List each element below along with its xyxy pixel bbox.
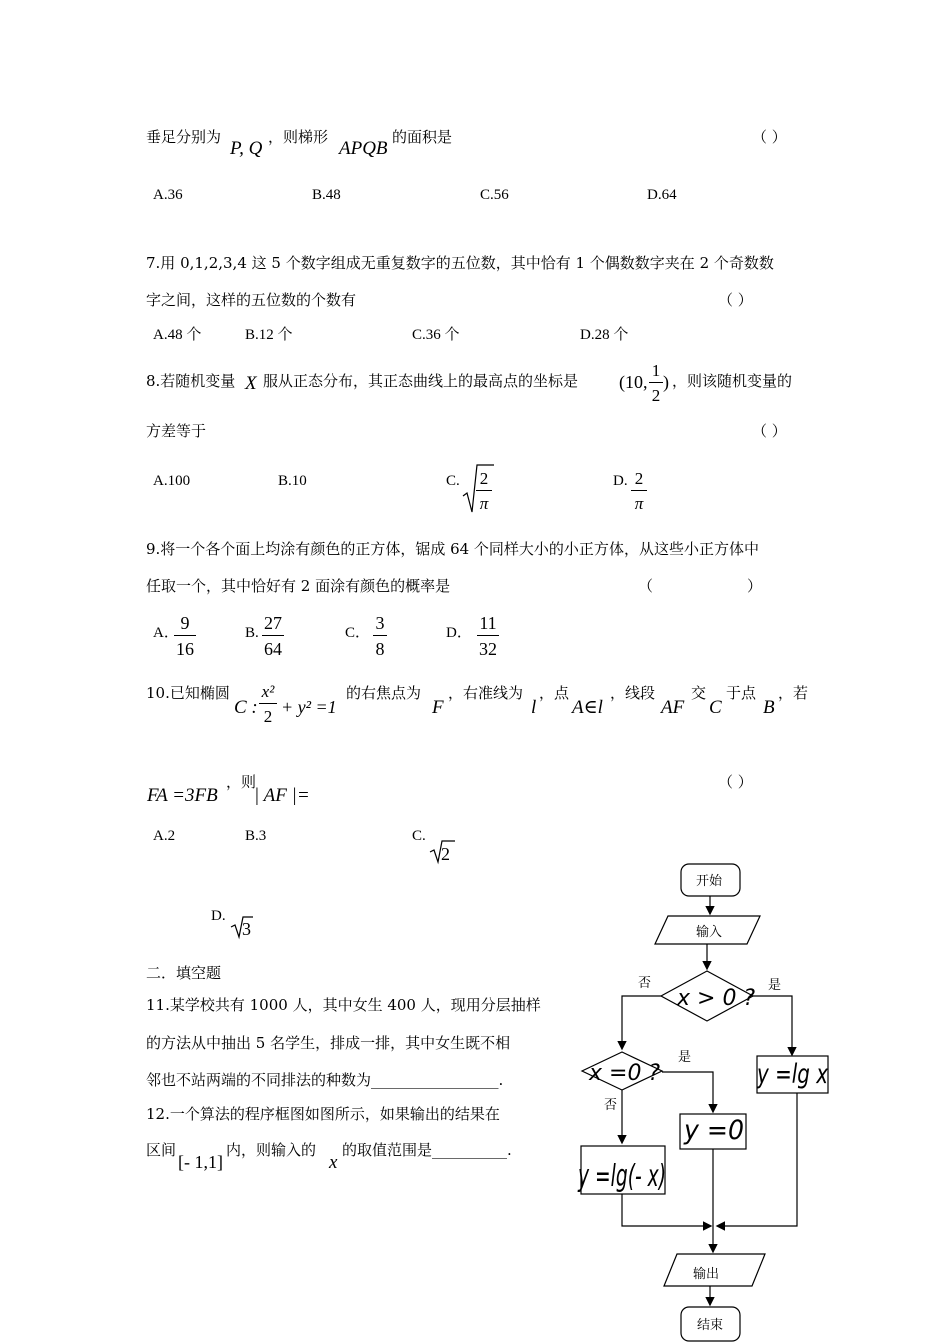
q8-line-2: 方差等于 bbox=[146, 422, 207, 440]
q10-option-d-value: 3 bbox=[242, 919, 251, 939]
q8-option-c-den: π bbox=[479, 494, 489, 513]
q12-text-3: 的取值范围是__________. bbox=[342, 1141, 512, 1159]
q6-option-c: C.56 bbox=[480, 187, 509, 203]
q8-coord-left: (10, bbox=[619, 372, 648, 392]
q10-text-3: ，右准线为 bbox=[448, 684, 524, 702]
q10-ellipse-num: x² bbox=[261, 682, 275, 701]
q9-option-d-den: 32 bbox=[479, 639, 497, 659]
q10-directrix-l: l bbox=[531, 697, 537, 718]
q12-text-2: 内，则输入的 bbox=[226, 1141, 317, 1159]
q10-focus-f: F bbox=[432, 697, 444, 718]
q9-paren-right: ） bbox=[747, 577, 763, 595]
flow-lgneg-label: y =lg(- x) bbox=[577, 1159, 666, 1194]
q10-text-2: 的右焦点为 bbox=[346, 684, 422, 702]
q10-text-7: 于点 bbox=[726, 684, 757, 702]
q10-text-4: ，点 bbox=[539, 684, 570, 702]
q10-option-d-label: D. bbox=[211, 908, 226, 924]
q8-text-3: ，则该随机变量的 bbox=[672, 372, 793, 390]
flow-arrow-no1 bbox=[622, 996, 661, 1048]
q8-option-d-label: D. bbox=[613, 473, 628, 489]
flow-end-label: 结束 bbox=[697, 1318, 724, 1333]
q11-line-1: 11.某学校共有 1000 人，其中女生 400 人，现用分层抽样 bbox=[146, 996, 541, 1014]
q10-point-b: B bbox=[763, 697, 775, 718]
q9-option-d-label: D． bbox=[446, 625, 472, 641]
q8-variable-x: X bbox=[245, 373, 257, 394]
section-2-heading: 二．填空题 bbox=[146, 964, 222, 982]
q9-option-d-num: 11 bbox=[479, 613, 497, 633]
q6-option-d: D.64 bbox=[647, 187, 677, 203]
q10-option-a: A.2 bbox=[153, 828, 176, 844]
q6-points-pq: P, Q bbox=[230, 138, 263, 159]
flow-yes-2: 是 bbox=[678, 1050, 692, 1065]
q10-ellipse-den: 2 bbox=[263, 707, 273, 726]
q9-option-c-num: 3 bbox=[375, 613, 385, 633]
q9-option-b-num: 27 bbox=[264, 613, 282, 633]
flow-merge-right bbox=[718, 1093, 797, 1226]
flow-zero-label: y =0 bbox=[683, 1115, 744, 1146]
q10-abs-af: | AF |= bbox=[254, 785, 310, 806]
q9-option-c-label: C． bbox=[345, 625, 371, 641]
flow-input-label: 输入 bbox=[696, 925, 723, 940]
flow-cond2-label: x =0 ? bbox=[589, 1061, 661, 1086]
q9-option-b-den: 64 bbox=[264, 639, 282, 659]
q9-option-a-den: 16 bbox=[176, 639, 194, 659]
q10-option-b: B.3 bbox=[245, 828, 267, 844]
q9-line-1: 9.将一个各个面上均涂有颜色的正方体，锯成 64 个同样大小的小正方体，从这些小正方体中 bbox=[146, 540, 759, 558]
q12-variable-x: x bbox=[329, 1152, 338, 1173]
q12-line-1: 12.一个算法的程序框图如图所示，如果输出的结果在 bbox=[146, 1105, 500, 1123]
q6-option-a: A.36 bbox=[153, 187, 183, 203]
q9-paren-left: （ bbox=[638, 577, 654, 595]
q7-option-b: B.12 个 bbox=[245, 327, 293, 343]
q8-option-d-den: π bbox=[634, 494, 644, 513]
q8-option-d-num: 2 bbox=[634, 469, 644, 488]
q10-point-a: A∈l bbox=[572, 697, 603, 718]
q8-answer-paren: （ ） bbox=[752, 422, 787, 440]
q8-coord-num: 1 bbox=[651, 361, 661, 380]
q7-option-a: A.48 个 bbox=[153, 327, 202, 343]
flow-yes-1: 是 bbox=[768, 978, 782, 993]
q8-coord-right: ) bbox=[663, 372, 669, 392]
q7-answer-paren: （ ） bbox=[718, 291, 753, 309]
q7-option-c: C.36 个 bbox=[412, 327, 460, 343]
q10-text-1: 10.已知椭圆 bbox=[146, 684, 230, 702]
flow-arrow-yes2 bbox=[662, 1072, 713, 1111]
q10-ellipse-rest: + y² =1 bbox=[281, 697, 337, 717]
q6-answer-paren: （ ） bbox=[752, 128, 787, 146]
q10-vector-eq: FA =3FB bbox=[147, 785, 218, 806]
q8-option-c-label: C. bbox=[446, 473, 460, 489]
flow-arrow-yes1 bbox=[753, 996, 792, 1054]
q7-option-d: D.28 个 bbox=[580, 327, 629, 343]
q10-text-8: ，若 bbox=[778, 684, 809, 702]
q10-text-9: ，则 bbox=[226, 773, 257, 791]
q10-segment-af: AF bbox=[661, 697, 685, 718]
q10-curve-c: C bbox=[709, 697, 722, 718]
q8-option-a: A.100 bbox=[153, 473, 191, 489]
q8-coord-den: 2 bbox=[651, 386, 661, 405]
q7-line-1: 7.用 0,1,2,3,4 这 5 个数字组成无重复数字的五位数，其中恰有 1 个偶数数字夹在 2 个奇数数 bbox=[146, 254, 774, 272]
q10-text-5: ，线段 bbox=[610, 684, 656, 702]
q6-text-3: 的面积是 bbox=[392, 128, 453, 146]
q12-text-1: 区间 bbox=[146, 1141, 177, 1159]
q9-option-a-num: 9 bbox=[180, 613, 190, 633]
q10-text-6: 交 bbox=[691, 684, 707, 702]
q10-ellipse-c: C : bbox=[234, 697, 258, 718]
flow-output-label: 输出 bbox=[693, 1267, 720, 1282]
q8-option-b: B.10 bbox=[278, 473, 307, 489]
q9-option-c-den: 8 bbox=[375, 639, 385, 659]
q9-line-2: 任取一个，其中恰好有 2 面涂有颜色的概率是 bbox=[146, 577, 451, 595]
q8-text-1: 8.若随机变量 bbox=[146, 372, 236, 390]
q6-text-2: ，则梯形 bbox=[268, 128, 329, 146]
flow-no-2: 否 bbox=[604, 1098, 618, 1113]
q12-interval: [- 1,1] bbox=[178, 1152, 223, 1172]
q8-text-2: 服从正态分布，其正态曲线上的最高点的坐标是 bbox=[263, 372, 579, 390]
q6-trapezoid: APQB bbox=[339, 138, 388, 159]
flow-start-label: 开始 bbox=[696, 874, 723, 889]
q11-line-3: 邻也不站两端的不同排法的种数为_________________. bbox=[146, 1071, 504, 1089]
flow-merge-left bbox=[622, 1194, 710, 1226]
q11-line-2: 的方法从中抽出 5 名学生，排成一排，其中女生既不相 bbox=[146, 1034, 511, 1052]
q9-option-a-label: A． bbox=[153, 625, 179, 641]
flow-lgx-label: y =lg x bbox=[756, 1059, 829, 1090]
flow-cond1-label: x > 0 ? bbox=[677, 986, 756, 1011]
q10-option-c-value: 2 bbox=[441, 844, 450, 864]
q10-answer-paren: （ ） bbox=[718, 773, 753, 791]
q7-line-2: 字之间，这样的五位数的个数有 bbox=[146, 291, 357, 309]
flow-no-1: 否 bbox=[638, 976, 652, 991]
q6-option-b: B.48 bbox=[312, 187, 341, 203]
q10-option-c-label: C. bbox=[412, 828, 426, 844]
q9-option-b-label: B. bbox=[245, 625, 259, 641]
q8-option-c-num: 2 bbox=[479, 469, 489, 488]
q6-text-1: 垂足分别为 bbox=[146, 128, 222, 146]
